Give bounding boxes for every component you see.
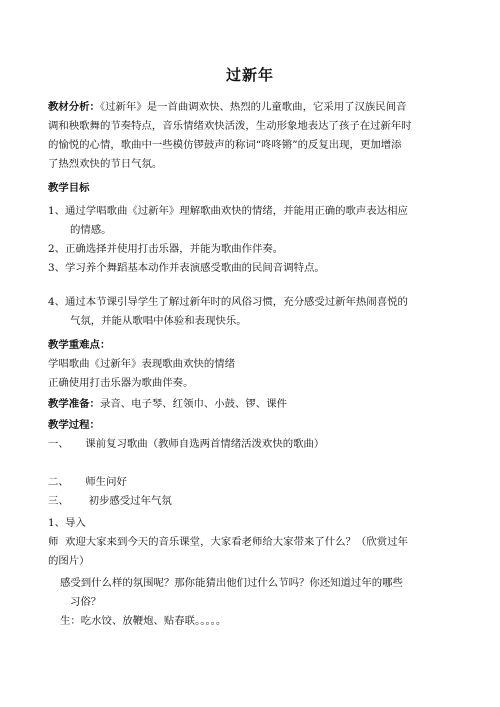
process-step-2: 二、 师生问好	[48, 476, 127, 488]
question-line-2: 习俗？	[70, 596, 102, 608]
analysis-line-4: 了热烈欢快的节日气氛。	[48, 158, 163, 170]
goal-2: 2、正确选择并使用打击乐器，并能为歌曲作伴奏。	[48, 243, 284, 255]
goal-4-line-2: 气氛，并能从歌唱中体验和表现快乐。	[70, 315, 247, 327]
student-line: 生：吃水饺、放鞭炮、贴春联。。。。。	[60, 615, 227, 627]
goal-1-line-2: 的情感。	[70, 224, 112, 236]
preparation-line	[48, 397, 468, 411]
key-point-2: 正确使用打击乐器为歌曲伴奏。	[48, 377, 194, 389]
process-step-1: 一、 课前复习歌曲（教师自选两首情绪活泼欢快的歌曲）	[48, 438, 325, 450]
preparation-text: 录音、电子琴、红领巾、小鼓、锣、课件	[99, 398, 287, 410]
analysis-text-1: 《过新年》是一首曲调欢快、热烈的儿童歌曲，它采用了汉族民间音	[99, 101, 407, 113]
process-sub-1: 1、导入	[48, 517, 86, 529]
key-points-heading: 教学重难点：	[48, 339, 111, 351]
goal-3: 3、学习养个舞蹈基本动作并表演感受歌曲的民间音调特点。	[48, 262, 325, 274]
teacher-line-1: 师 欢迎大家来到今天的音乐课堂，大家看老师给大家带来了什么？（欣赏过年	[48, 536, 408, 548]
goal-1-line-1: 1、通过学唱歌曲《过新年》理解歌曲欢快的情绪，并能用正确的歌声表达相应	[48, 205, 408, 217]
preparation-label: 教学准备：	[48, 398, 100, 410]
analysis-line-2: 调和秧歌舞的节奏特点，音乐情绪欢快活泼，生动形象地表达了孩子在过新年时	[48, 120, 412, 132]
goal-4-line-1: 4、通过本节课引导学生了解过新年时的风俗习惯，充分感受过新年热闹喜悦的	[48, 296, 408, 308]
teacher-line-2: 的图片）	[48, 555, 90, 567]
analysis-line-3: 的愉悦的心情，歌曲中一些模仿锣鼓声的称词“咚咚锵”的反复出现，更加增添	[48, 139, 402, 151]
analysis-line-1	[48, 100, 468, 114]
process-step-3: 三、 初步感受过年气氛	[48, 495, 172, 507]
analysis-label: 教材分析：	[48, 101, 100, 113]
process-heading: 教学过程：	[48, 419, 100, 431]
goals-heading: 教学目标	[48, 182, 90, 194]
key-point-1: 学唱歌曲《过新年》表现歌曲欢快的情绪	[48, 358, 236, 370]
document-title: 过新年	[225, 66, 274, 84]
question-line-1: 感受到什么样的氛围呢？那你能猜出他们过什么节吗？你还知道过年的哪些	[60, 577, 403, 589]
